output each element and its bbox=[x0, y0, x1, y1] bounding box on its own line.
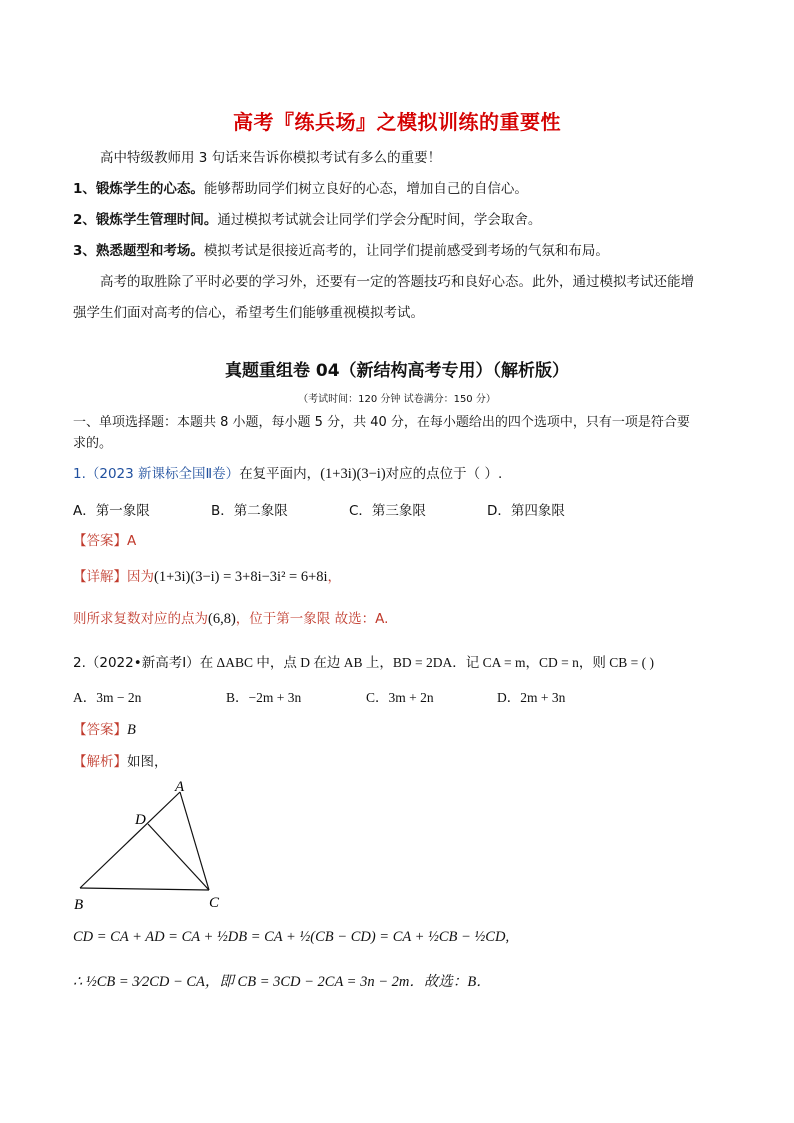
q1-option-a: A．第一象限 bbox=[73, 503, 150, 519]
q2-answer-value: B bbox=[127, 722, 136, 738]
q1-option-d: D．第四象限 bbox=[487, 503, 565, 519]
q1-detail bbox=[73, 565, 341, 586]
promo-point-2-text: 通过模拟考试就会让同学们学会分配时间，学会取舍。 bbox=[217, 212, 542, 228]
promo-title: 高考『练兵场』之模拟训练的重要性 bbox=[233, 110, 561, 134]
q2-analysis bbox=[73, 750, 168, 770]
promo-point-3-text: 模拟考试是很接近高考的，让同学们提前感受到考场的气氛和布局。 bbox=[203, 243, 609, 259]
promo-point-2-bold: 2、锻炼学生管理时间。 bbox=[73, 212, 218, 228]
vertex-label-b: B bbox=[74, 897, 84, 913]
q2-option-b: B．−2m + 3n bbox=[226, 690, 302, 705]
q1-stem bbox=[73, 462, 502, 483]
q2-answer-label: 【答案】 bbox=[73, 722, 127, 738]
promo-point-2 bbox=[73, 208, 541, 228]
q2-option-c: C．3m + 2n bbox=[366, 690, 434, 705]
q1-stem-b: 对应的点位于（ ）. bbox=[385, 466, 503, 482]
q1-option-c: C．第三象限 bbox=[349, 503, 426, 519]
q1-conclusion-a: 则所求复数对应的点为 bbox=[73, 611, 208, 627]
q1-source: 1.（2023 新课标全国Ⅱ卷） bbox=[73, 466, 240, 482]
section-heading-line-1: 一、单项选择题：本题共 8 小题，每小题 5 分，共 40 分，在每小题给出的四个选项中，只有一项是符合要 bbox=[73, 415, 690, 430]
q2-stem bbox=[73, 651, 654, 671]
q2-solution-step-1: CD = CA + AD = CA + ½DB = CA + ½(CB − CD) = CA + ½CB − ½CD, bbox=[73, 929, 510, 945]
q1-detail-label: 【详解】 bbox=[73, 569, 127, 585]
q2-option-d: D．2m + 3n bbox=[497, 690, 566, 705]
promo-intro: 高中特级教师用 3 句话来告诉你模拟考试有多么的重要！ bbox=[100, 150, 442, 166]
vertex-label-d: D bbox=[135, 812, 146, 828]
vertex-label-c: C bbox=[209, 895, 220, 911]
promo-point-1-bold: 1、锻炼学生的心态。 bbox=[73, 181, 204, 197]
q1-conclusion-expression: (6,8) bbox=[208, 611, 236, 627]
promo-paragraph-line-2: 强学生们面对高考的信心，希望考生们能够重视模拟考试。 bbox=[73, 305, 424, 321]
promo-point-1 bbox=[73, 177, 528, 197]
vertex-label-a: A bbox=[175, 779, 185, 795]
promo-paragraph-line-1: 高考的取胜除了平时必要的学习外，还要有一定的答题技巧和良好心态。此外，通过模拟考试还能增 bbox=[100, 274, 694, 290]
q1-conclusion-b: ，位于第一象限 故选：A. bbox=[235, 611, 389, 627]
triangle-side-bc bbox=[80, 888, 209, 890]
q1-detail-a: 因为 bbox=[127, 569, 154, 585]
q2-solution-step-2: ∴ ½CB = 3⁄2CD − CA，即 CB = 3CD − 2CA = 3n − 2m．故选：B． bbox=[73, 974, 491, 990]
q2-answer bbox=[73, 718, 136, 739]
q2-analysis-text: 如图， bbox=[127, 754, 168, 770]
q2-source: 2.（2022•新高考Ⅰ） bbox=[73, 655, 200, 671]
q1-stem-a: 在复平面内， bbox=[239, 466, 321, 482]
q1-answer bbox=[73, 529, 136, 549]
q1-detail-expression: (1+3i)(3−i) = 3+8i−3i² = 6+8i bbox=[154, 569, 328, 585]
triangle-figure bbox=[60, 772, 240, 917]
q1-detail-b: ， bbox=[327, 569, 342, 585]
q2-stem-text: 在 ΔABC 中，点 D 在边 AB 上，BD = 2DA．记 CA = m，CD = n，则 CB = ( ) bbox=[199, 655, 654, 670]
exam-subtitle: （考试时间：120 分钟 试卷满分：150 分） bbox=[298, 394, 496, 405]
q1-conclusion bbox=[73, 607, 388, 628]
promo-point-3 bbox=[73, 239, 609, 259]
triangle-side-ab bbox=[80, 792, 180, 888]
section-heading-line-2: 求的。 bbox=[73, 436, 113, 451]
q1-expression: (1+3i)(3−i) bbox=[320, 466, 386, 482]
q1-answer-label: 【答案】 bbox=[73, 533, 127, 549]
q2-analysis-label: 【解析】 bbox=[73, 754, 127, 770]
promo-point-3-bold: 3、熟悉题型和考场。 bbox=[73, 243, 204, 259]
q2-option-a: A．3m − 2n bbox=[73, 690, 142, 705]
q1-option-b: B．第二象限 bbox=[211, 503, 288, 519]
promo-point-1-text: 能够帮助同学们树立良好的心态，增加自己的自信心。 bbox=[203, 181, 528, 197]
q1-answer-value: A bbox=[127, 533, 137, 549]
triangle-side-ac bbox=[180, 792, 209, 890]
exam-title: 真题重组卷 04（新结构高考专用）（解析版） bbox=[224, 361, 570, 381]
